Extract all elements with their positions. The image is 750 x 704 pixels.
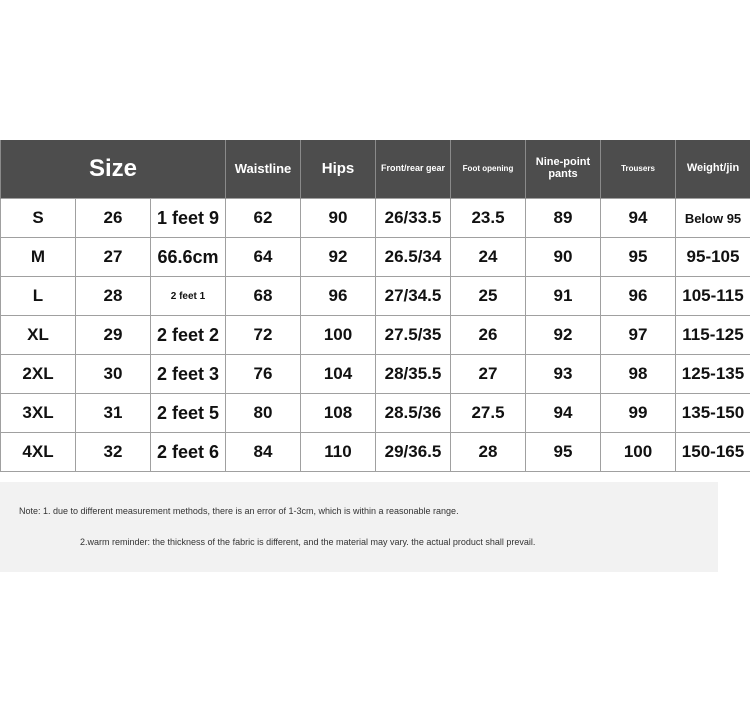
- cell-size: XL: [1, 316, 76, 355]
- cell-weight: 150-165: [676, 433, 750, 472]
- cell-hips: 92: [301, 238, 376, 277]
- table-row: [1, 277, 750, 316]
- cell-waistline: 62: [226, 199, 301, 238]
- header-hips: Hips: [301, 140, 376, 199]
- cell-nine-point-pants: 94: [526, 394, 601, 433]
- header-weight: Weight/jin: [676, 140, 750, 199]
- table-row: [1, 316, 750, 355]
- cell-waistline: 80: [226, 394, 301, 433]
- cell-foot-opening: 27.5: [451, 394, 526, 433]
- cell-foot-opening: 26: [451, 316, 526, 355]
- cell-size: L: [1, 277, 76, 316]
- cell-nine-point-pants: 91: [526, 277, 601, 316]
- cell-number: 30: [76, 355, 151, 394]
- note-warm-reminder: 2.warm reminder: the thickness of the fabric is different, and the material may vary. the actual product shall prevail.: [80, 537, 536, 547]
- cell-weight: 95-105: [676, 238, 750, 277]
- cell-foot-opening: 25: [451, 277, 526, 316]
- cell-hips: 104: [301, 355, 376, 394]
- cell-trousers: 100: [601, 433, 676, 472]
- table-row: [1, 394, 750, 433]
- cell-nine-point-pants: 90: [526, 238, 601, 277]
- header-waistline: Waistline: [226, 140, 301, 199]
- cell-front-rear-gear: 28/35.5: [376, 355, 451, 394]
- cell-waistline: 64: [226, 238, 301, 277]
- cell-front-rear-gear: 26/33.5: [376, 199, 451, 238]
- cell-nine-point-pants: 92: [526, 316, 601, 355]
- cell-height: 2 feet 1: [151, 277, 226, 316]
- cell-foot-opening: 27: [451, 355, 526, 394]
- cell-number: 32: [76, 433, 151, 472]
- cell-weight: 125-135: [676, 355, 750, 394]
- cell-number: 27: [76, 238, 151, 277]
- cell-trousers: 98: [601, 355, 676, 394]
- cell-trousers: 96: [601, 277, 676, 316]
- note-measurement-error: Note: 1. due to different measurement methods, there is an error of 1-3cm, which is within a reasonable range.: [19, 506, 459, 516]
- cell-nine-point-pants: 93: [526, 355, 601, 394]
- cell-size: 4XL: [1, 433, 76, 472]
- cell-number: 31: [76, 394, 151, 433]
- table-row: [1, 355, 750, 394]
- cell-size: 3XL: [1, 394, 76, 433]
- header-front-rear-gear: Front/rear gear: [376, 140, 451, 199]
- cell-height: 2 feet 3: [151, 355, 226, 394]
- cell-waistline: 72: [226, 316, 301, 355]
- cell-height: 2 feet 6: [151, 433, 226, 472]
- cell-hips: 96: [301, 277, 376, 316]
- table-row: [1, 199, 750, 238]
- notes-panel: [0, 482, 718, 572]
- cell-size: M: [1, 238, 76, 277]
- cell-foot-opening: 24: [451, 238, 526, 277]
- header-nine-point-pants: Nine-point pants: [526, 140, 601, 199]
- size-chart-table: [0, 140, 750, 472]
- header-foot-opening: Foot opening: [451, 140, 526, 199]
- cell-weight: 115-125: [676, 316, 750, 355]
- cell-height: 2 feet 2: [151, 316, 226, 355]
- cell-hips: 110: [301, 433, 376, 472]
- header-size: Size: [1, 140, 226, 199]
- cell-nine-point-pants: 95: [526, 433, 601, 472]
- cell-waistline: 84: [226, 433, 301, 472]
- cell-waistline: 68: [226, 277, 301, 316]
- cell-hips: 100: [301, 316, 376, 355]
- cell-weight: Below 95: [676, 199, 750, 238]
- table-row: [1, 238, 750, 277]
- table-row: [1, 433, 750, 472]
- cell-hips: 90: [301, 199, 376, 238]
- cell-size: 2XL: [1, 355, 76, 394]
- cell-nine-point-pants: 89: [526, 199, 601, 238]
- cell-weight: 135-150: [676, 394, 750, 433]
- cell-front-rear-gear: 29/36.5: [376, 433, 451, 472]
- cell-height: 66.6cm: [151, 238, 226, 277]
- cell-trousers: 99: [601, 394, 676, 433]
- cell-trousers: 95: [601, 238, 676, 277]
- cell-front-rear-gear: 28.5/36: [376, 394, 451, 433]
- cell-number: 28: [76, 277, 151, 316]
- header-trousers: Trousers: [601, 140, 676, 199]
- cell-trousers: 94: [601, 199, 676, 238]
- cell-front-rear-gear: 27/34.5: [376, 277, 451, 316]
- cell-foot-opening: 28: [451, 433, 526, 472]
- cell-number: 26: [76, 199, 151, 238]
- cell-foot-opening: 23.5: [451, 199, 526, 238]
- cell-front-rear-gear: 26.5/34: [376, 238, 451, 277]
- cell-number: 29: [76, 316, 151, 355]
- cell-trousers: 97: [601, 316, 676, 355]
- cell-size: S: [1, 199, 76, 238]
- cell-weight: 105-115: [676, 277, 750, 316]
- cell-front-rear-gear: 27.5/35: [376, 316, 451, 355]
- table-header-row: [1, 140, 750, 199]
- cell-hips: 108: [301, 394, 376, 433]
- cell-height: 1 feet 9: [151, 199, 226, 238]
- cell-height: 2 feet 5: [151, 394, 226, 433]
- cell-waistline: 76: [226, 355, 301, 394]
